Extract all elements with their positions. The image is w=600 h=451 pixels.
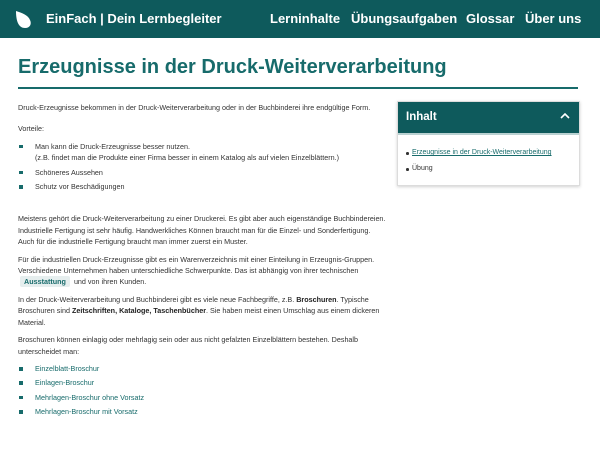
paragraph-druckerei: Meistens gehört die Druck-Weiterverarbeitung zu einer Druckerei. Es gibt aber auch eigenständige Buchbindereien. Industrielle Fertigung ist sehr häufig. Handwerkliches Können braucht man für die Einzel- und Sonderfertigung. Auch für die industrielle Fertigung braucht man immer zuerst ein Muster. [18,214,386,247]
list-item [18,181,388,192]
list-item-text: Man kann die Druck-Erzeugnisse besser nutzen. [35,141,191,151]
broschuren-list [18,363,388,418]
toc-item [406,161,552,177]
link-mehrlagen-ohne-vorsatz[interactable]: Mehrlagen-Broschur ohne Vorsatz [35,392,145,402]
glossary-term-ausstattung[interactable]: Ausstattung [20,276,70,287]
title-divider [18,87,578,89]
nav-ueber-uns[interactable]: Über uns [525,11,582,26]
list-item-text: Schöneres Aussehen [35,167,103,177]
brand-title[interactable]: EinFach | Dein Lernbegleiter [46,11,222,26]
paragraph-fachbegriffe [18,294,388,328]
link-einzelblatt-broschur[interactable]: Einzelblatt-Broschur [35,363,100,373]
link-mehrlagen-mit-vorsatz[interactable]: Mehrlagen-Broschur mit Vorsatz [35,407,138,417]
vorteile-label: Vorteile: [18,124,44,134]
intro-paragraph: Druck-Erzeugnisse bekommen in der Druck-Weiterverarbeitung oder in der Buchbinderei ihre endgültige Form. [18,103,371,112]
leaf-logo-icon[interactable] [12,8,34,30]
list-item [18,167,388,178]
paragraph-text: Für die industriellen Druck-Erzeugnisse gibt es ein Warenverzeichnis mit einer Einteilung in Erzeugnis-Gruppen. Verschiedene Unternehmen haben unterschiedliche Schwerpunkte. Das ist abhängig von ihrer technischen [18,254,375,276]
toc-header[interactable] [398,102,579,133]
list-item [18,363,388,374]
list-item-subtext: (z.B. findet man die Produkte einer Firma besser in einem Katalog als auf vielen Einzelblättern.) [35,153,340,163]
paragraph-text: . Typische Broschuren sind [18,294,369,316]
toc-divider [398,133,579,135]
list-item [18,377,388,388]
paragraph-text: und von ihren Kunden. [73,277,147,287]
page-title: Erzeugnisse in der Druck-Weiterverarbeitung [18,56,447,78]
paragraph-warenverzeichnis [18,254,388,288]
table-of-contents [397,101,580,186]
paragraph-broschur-arten: Broschuren können einlagig oder mehrlagig sein oder aus nicht gefalzten Einzelblättern bestehen. Deshalb unterscheidet man: [18,335,359,356]
list-item [18,406,388,417]
toc-link-erzeugnisse[interactable]: Erzeugnisse in der Druck-Weiterverarbeitung [412,149,552,156]
list-item-text: Schutz vor Beschädigungen [35,182,125,192]
link-einlagen-broschur[interactable]: Einlagen-Broschur [35,378,95,388]
list-item [18,141,388,164]
toc-list [406,145,552,177]
paragraph-text: . Sie haben meist einen Umschlag aus einem dickeren Material. [18,306,380,327]
toc-title: Inhalt [406,111,437,123]
chevron-up-icon[interactable] [560,113,570,119]
term-broschuren: Broschuren [296,294,337,304]
nav-uebungsaufgaben[interactable]: Übungsaufgaben [351,11,458,26]
list-item [18,392,388,403]
toc-item [406,145,552,161]
term-broschuren-beispiele: Zeitschriften, Kataloge, Taschenbücher [71,306,207,316]
paragraph-text: In der Druck-Weiterverarbeitung und Buchbinderei gibt es viele neue Fachbegriffe, z.B. [18,294,295,304]
nav-lerninhalte[interactable]: Lerninhalte [270,11,341,26]
article-content [18,102,388,418]
vorteile-list [18,141,388,193]
toc-link-uebung[interactable]: Übung [412,165,433,172]
nav-glossar[interactable]: Glossar [466,11,515,26]
top-navigation-bar [0,0,600,38]
